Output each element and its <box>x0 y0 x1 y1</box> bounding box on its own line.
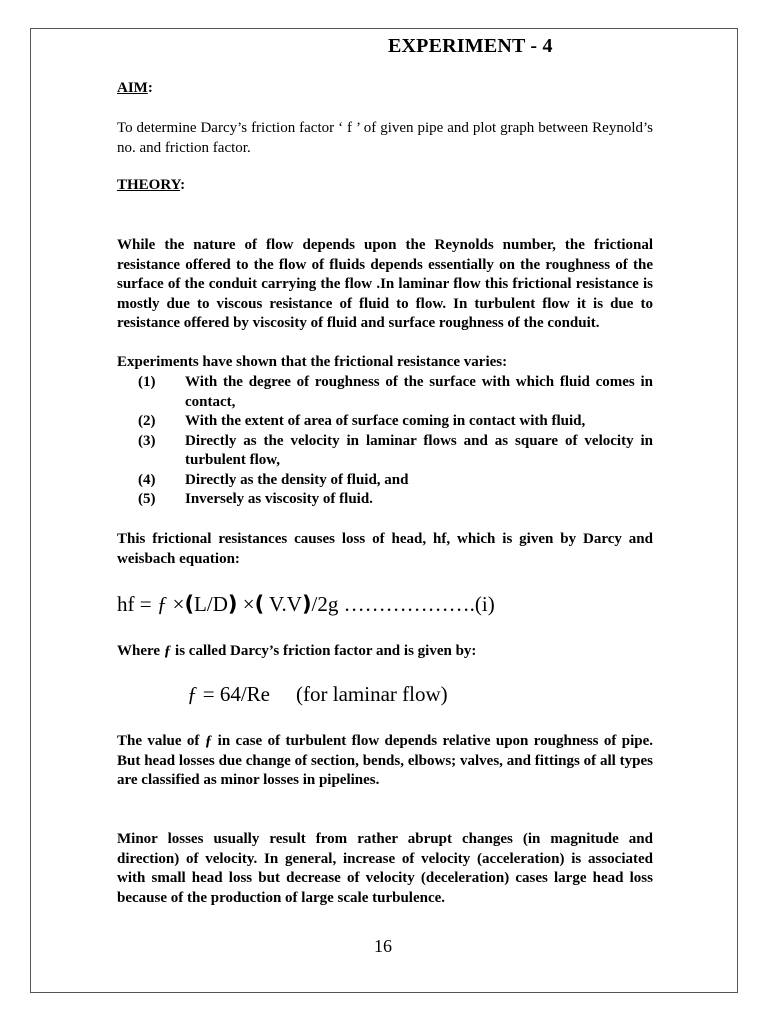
equation-length-diameter: L/D <box>194 592 228 616</box>
list-item <box>117 471 653 491</box>
laminar-formula <box>187 682 448 707</box>
aim-heading <box>117 80 153 97</box>
theory-paragraph-2: This frictional resistances causes loss of head, hf, which is given by Darcy and weisbach equation: <box>117 531 653 567</box>
darcy-weisbach-equation <box>117 592 495 617</box>
list-item-number: (1) <box>138 374 156 390</box>
page-title: EXPERIMENT - 4 <box>388 35 553 57</box>
aim-heading-label: AIM <box>117 80 148 96</box>
resistance-factors-list <box>117 373 653 510</box>
list-item-number: (2) <box>138 413 156 429</box>
equation-times-2: × <box>237 592 255 616</box>
equation-times-1: × <box>167 592 185 616</box>
list-item <box>117 490 653 510</box>
equation-open-paren-2: ( <box>254 592 265 616</box>
list-item-text: Directly as the density of fluid, and <box>185 471 409 488</box>
list-item-number: (3) <box>138 432 156 449</box>
theory-paragraph-1: While the nature of flow depends upon the Reynolds number, the frictional resistance offered to the flow of fluids depends essentially on the roughness of the surface of the conduit carrying the flow .In laminar flow this frictional resistance is mostly due to viscous resistance of fluid to flow. In turbulent flow it is due to resistance offered by viscosity of fluid and surface roughness of the conduit. <box>117 237 653 331</box>
list-item-text: With the extent of area of surface coming in contact with fluid, <box>185 413 586 429</box>
laminar-formula-expression: = 64/Re <box>197 682 271 706</box>
equation-close-paren-1: ) <box>227 592 238 616</box>
list-item-number: (4) <box>138 471 156 488</box>
equation-open-paren-1: ( <box>184 592 195 616</box>
where-f-symbol: ƒ <box>163 643 172 659</box>
equation-close-paren-2: ) <box>301 592 312 616</box>
list-item <box>117 373 653 412</box>
page-number: 16 <box>374 936 392 956</box>
theory-paragraph-4: Minor losses usually result from rather abrupt changes (in magnitude and direction) of velocity. In general, increase of velocity (acceleration) is associated with small head loss but decrease of velocity (deceleration) cases large head loss because of the production of large scale turbulence. <box>117 831 653 906</box>
paragraph-3-post: in case of turbulent flow depends relative upon roughness of pipe. But head losses due change of section, bends, elbows; valves, and fittings of all types are classified as minor losses in pipelines. <box>117 733 653 788</box>
theory-heading-label: THEORY <box>117 177 181 193</box>
list-item-text: With the degree of roughness of the surface with which fluid comes in contact, <box>185 374 653 410</box>
equation-rest: /2g ……………….(i) <box>311 592 495 616</box>
paragraph-3-pre: The value of <box>117 733 205 749</box>
laminar-f-symbol: ƒ <box>187 682 198 706</box>
equation-lhs: hf = <box>117 592 157 616</box>
list-item-text: Directly as the velocity in laminar flows and as square of velocity in turbulent flow, <box>185 432 653 468</box>
theory-heading-colon: : <box>180 177 186 193</box>
aim-heading-colon: : <box>147 80 153 96</box>
list-item-number: (5) <box>138 491 156 507</box>
list-item <box>117 432 653 471</box>
list-item <box>117 412 653 432</box>
list-item-text: Inversely as viscosity of fluid. <box>185 491 373 507</box>
list-intro: Experiments have shown that the frictional resistance varies: <box>117 354 508 370</box>
laminar-formula-note: (for laminar flow) <box>296 682 448 706</box>
where-post: is called Darcy’s friction factor and is given by: <box>171 643 477 659</box>
equation-f-symbol: ƒ <box>156 592 168 616</box>
where-pre: Where <box>117 643 164 659</box>
theory-heading <box>117 177 185 194</box>
paragraph-3-f-symbol: ƒ <box>204 733 213 749</box>
theory-paragraph-3 <box>117 732 653 791</box>
where-line <box>117 642 653 662</box>
equation-velocity-squared: V.V <box>264 592 302 616</box>
aim-text: To determine Darcy’s friction factor ‘ f ’ of given pipe and plot graph between Reynold’s no. and friction factor. <box>117 120 653 156</box>
